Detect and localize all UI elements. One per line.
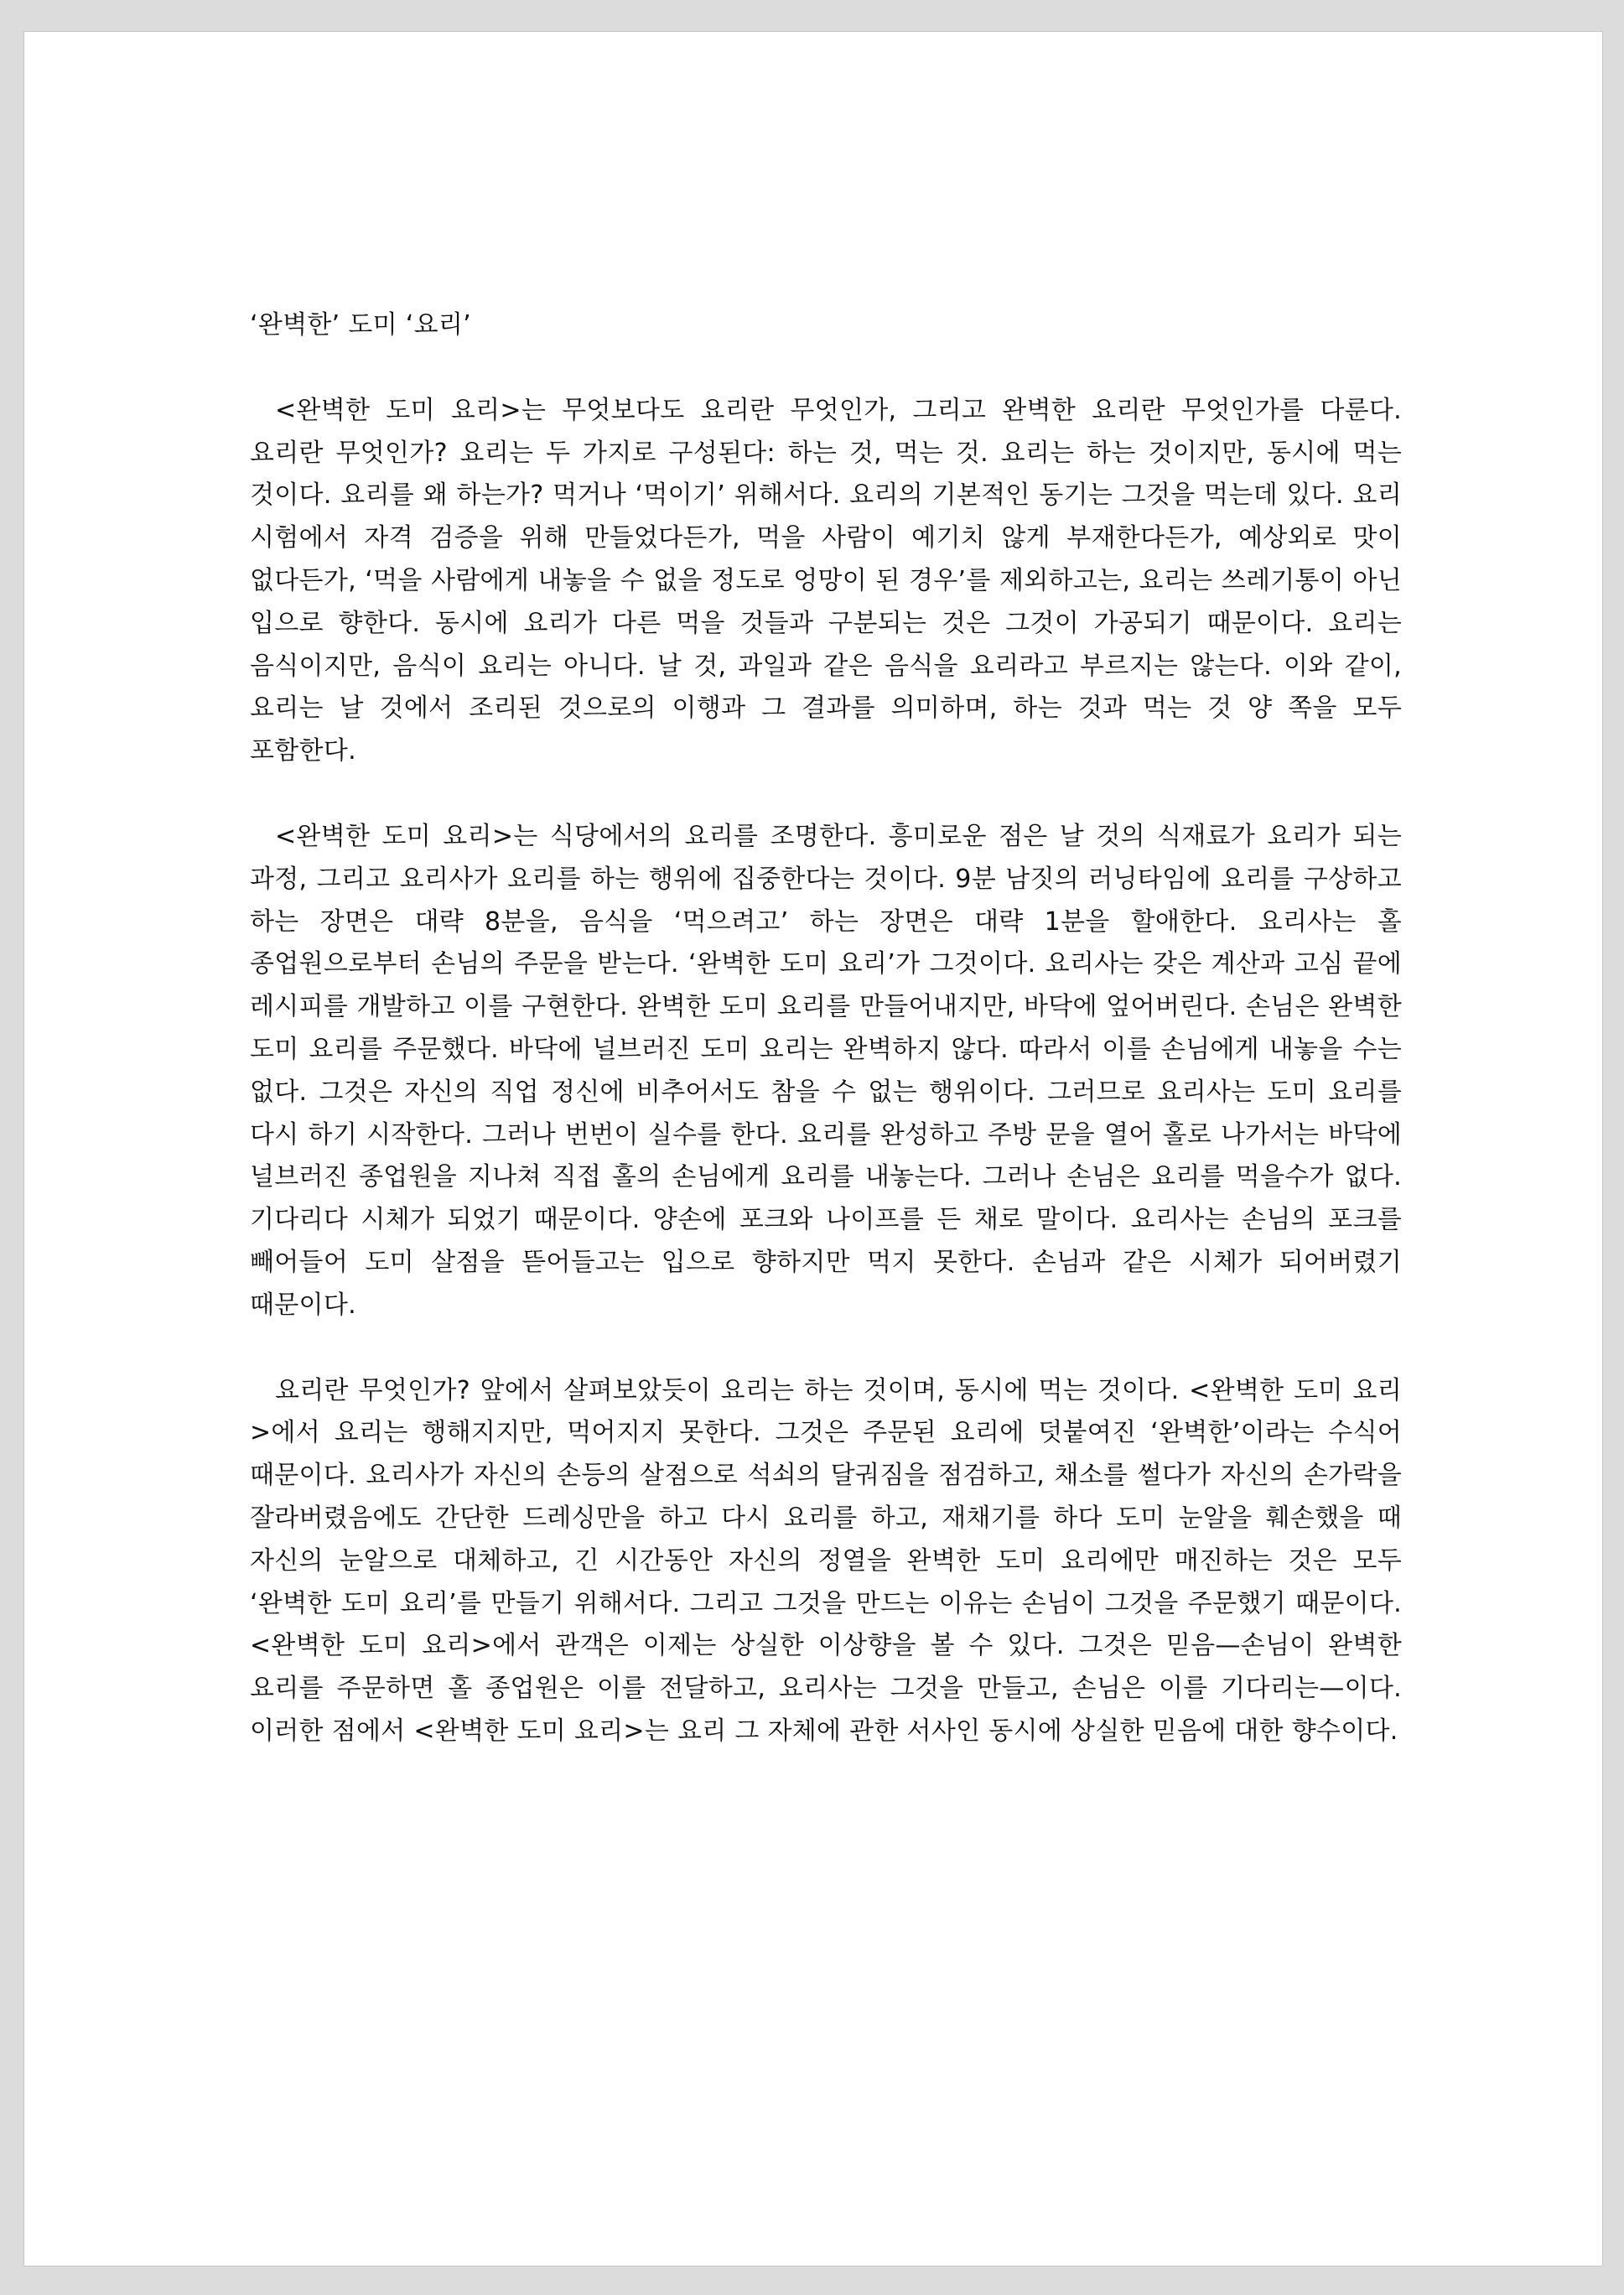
paragraph-2: <완벽한 도미 요리>는 식당에서의 요리를 조명한다. 흥미로운 점은 날 것의 식재료가 요리가 되는 과정, 그리고 요리사가 요리를 하는 행위에 집중한다는 것이다. 9분 남짓의 러닝타임에 요리를 구상하고 하는 장면은 대략 8분을, 음식을 ‘먹으려고’ 하는 장면은 대략 1분을 할애한다. 요리사는 홀 종업원으로부터 손님의 주문을 받는다. ‘완벽한 도미 요리’가 그것이다. 요리사는 갖은 계산과 고심 끝에 레시피를 개발하고 이를 구현한다. 완벽한 도미 요리를 만들어내지만, 바닥에 엎어버린다. 손님은 완벽한 도미 요리를 주문했다. 바닥에 널브러진 도미 요리는 완벽하지 않다. 따라서 이를 손님에게 내놓을 수는 없다. 그것은 자신의 직업 정신에 비추어서도 참을 수 없는 행위이다. 그러므로 요리사는 도미 요리를 다시 하기 시작한다. 그러나 번번이 실수를 한다. 요리를 완성하고 주방 문을 열어 홀로 나가서는 바닥에 널브러진 종업원을 지나쳐 직접 홀의 손님에게 요리를 내놓는다. 그러나 손님은 요리를 먹을수가 없다. 기다리다 시체가 되었기 때문이다. 양손에 포크와 나이프를 든 채로 말이다. 요리사는 손님의 포크를 빼어들어 도미 살점을 뜯어들고는 입으로 향하지만 먹지 못한다. 손님과 같은 시체가 되어버렸기 때문이다.	[250, 821, 1402, 1320]
paragraph-3: 요리란 무엇인가? 앞에서 살펴보았듯이 요리는 하는 것이며, 동시에 먹는 것이다. <완벽한 도미 요리>에서 요리는 행해지지만, 먹어지지 못한다. 그것은 주문된 요리에 덧붙여진 ‘완벽한’이라는 수식어 때문이다. 요리사가 자신의 손등의 살점으로 석쇠의 달궈짐을 점검하고, 채소를 썰다가 자신의 손가락을 잘라버렸음에도 간단한 드레싱만을 하고 다시 요리를 하고, 재채기를 하다 도미 눈알을 훼손했을 때 자신의 눈알으로 대체하고, 긴 시간동안 자신의 정열을 완벽한 도미 요리에만 매진하는 것은 모두 ‘완벽한 도미 요리’를 만들기 위해서다. 그리고 그것을 만드는 이유는 손님이 그것을 주문했기 때문이다. <완벽한 도미 요리>에서 관객은 이제는 상실한 이상향을 볼 수 있다. 그것은 믿음—손님이 완벽한 요리를 주문하면 홀 종업원은 이를 전달하고, 요리사는 그것을 만들고, 손님은 이를 기다리는—이다. 이러한 점에서 <완벽한 도미 요리>는 요리 그 자체에 관한 서사인 동시에 상실한 믿음에 대한 향수이다.	[250, 1375, 1402, 1746]
document-body	[250, 304, 1402, 1796]
document-title: ‘완벽한’ 도미 ‘요리’	[250, 310, 471, 340]
document-page	[24, 32, 1602, 2266]
paragraph-1: <완벽한 도미 요리>는 무엇보다도 요리란 무엇인가, 그리고 완벽한 요리란 무엇인가를 다룬다. 요리란 무엇인가? 요리는 두 가지로 구성된다: 하는 것, 먹는 것. 요리는 하는 것이지만, 동시에 먹는 것이다. 요리를 왜 하는가? 먹거나 ‘먹이기’ 위해서다. 요리의 기본적인 동기는 그것을 먹는데 있다. 요리 시험에서 자격 검증을 위해 만들었다든가, 먹을 사람이 예기치 않게 부재한다든가, 예상외로 맛이 없다든가, ‘먹을 사람에게 내놓을 수 없을 정도로 엉망이 된 경우’를 제외하고는, 요리는 쓰레기통이 아닌 입으로 향한다. 동시에 요리가 다른 먹을 것들과 구분되는 것은 그것이 가공되기 때문이다. 요리는 음식이지만, 음식이 요리는 아니다. 날 것, 과일과 같은 음식을 요리라고 부르지는 않는다. 이와 같이, 요리는 날 것에서 조리된 것으로의 이행과 그 결과를 의미하며, 하는 것과 먹는 것 양 쪽을 모두 포함한다.	[250, 395, 1402, 766]
